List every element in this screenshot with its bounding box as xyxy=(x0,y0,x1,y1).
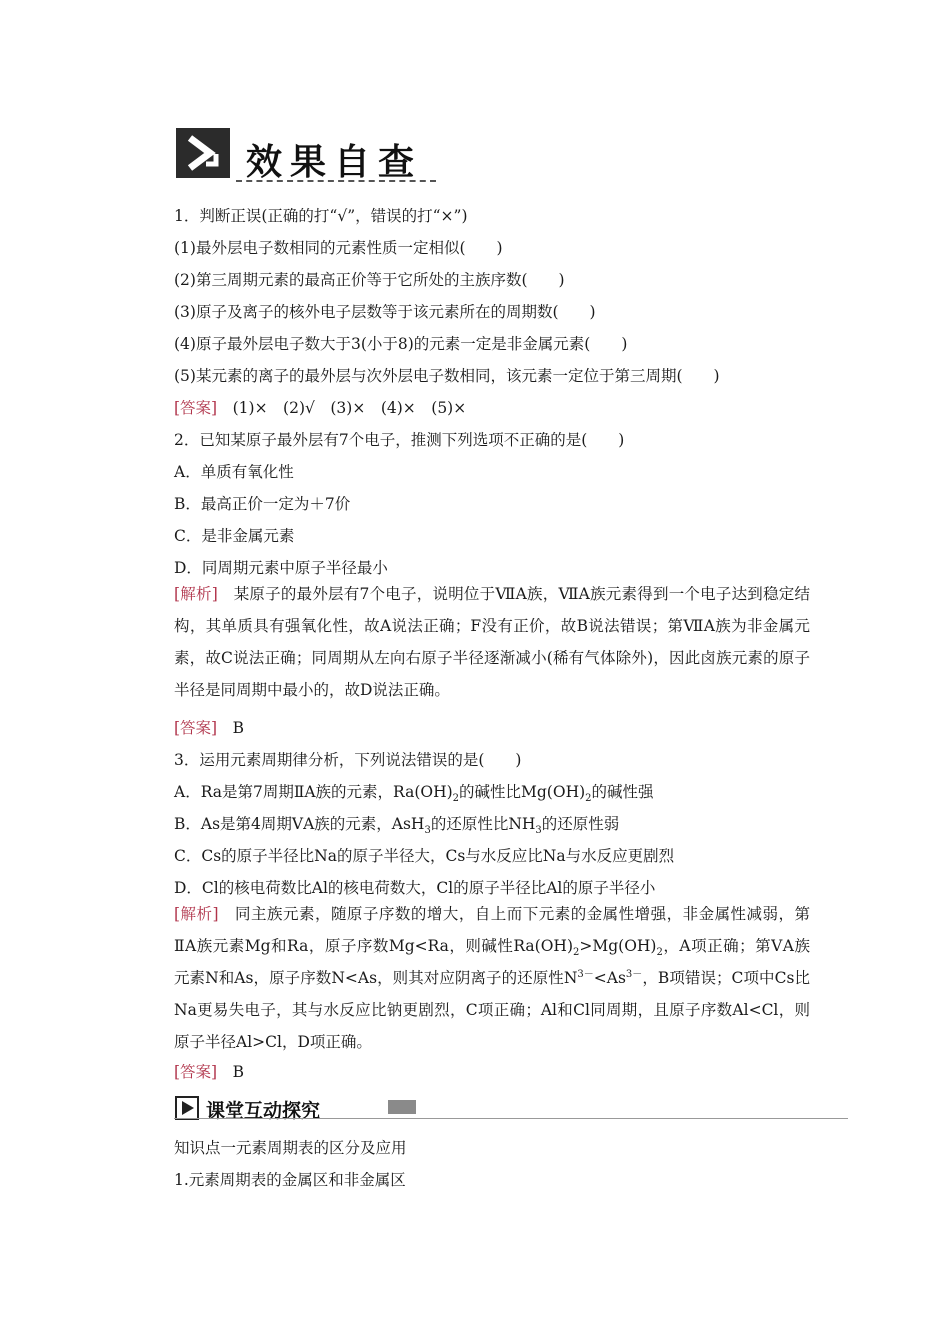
text-run: 的碱性比Mg(OH) xyxy=(459,783,586,801)
q1-answer xyxy=(174,398,466,418)
answer-text: B xyxy=(217,1063,244,1081)
subscript: 2 xyxy=(573,947,580,959)
q2-option-d: D．同周期元素中原子半径最小 xyxy=(174,559,388,577)
superscript: 3－ xyxy=(625,968,643,980)
section-banner xyxy=(176,128,438,186)
q2-stem: 2．已知某原子最外层有7个电子，推测下列选项不正确的是( ) xyxy=(174,431,625,449)
q2-analysis xyxy=(174,578,810,706)
answer-tag: [答案] xyxy=(174,399,218,417)
q1-item-4: (4)原子最外层电子数大于3(小于8)的元素一定是非金属元素( ) xyxy=(174,335,628,353)
text-run: A．Ra是第7周期ⅡA族的元素，Ra(OH) xyxy=(174,783,453,801)
q2-option-b: B．最高正价一定为＋7价 xyxy=(174,495,351,513)
text-run: 的碱性强 xyxy=(591,783,654,801)
analysis-text: 某原子的最外层有7个电子，说明位于ⅦA族，ⅦA族元素得到一个电子达到稳定结构，其单质具有强氧化性，故A说法正确；F没有正价，故B说法错误；第ⅦA族为非金属元素，故C说法正确；同周期从左向右原子半径逐渐减小(稀有气体除外)，因此卤族元素的原子半径是同周期中最小的，故D说法正确。 xyxy=(174,585,810,699)
text-run: 的还原性弱 xyxy=(541,815,620,833)
text-run: <As xyxy=(593,969,626,987)
q3-analysis xyxy=(174,898,810,1058)
q2-option-a: A．单质有氧化性 xyxy=(174,463,294,481)
q1-item-1: (1)最外层电子数相同的元素性质一定相似( ) xyxy=(174,239,503,257)
q3-stem: 3．运用元素周期律分析，下列说法错误的是( ) xyxy=(174,751,522,769)
q2-answer xyxy=(174,718,244,738)
section-rule xyxy=(174,1118,848,1119)
analysis-tag: [解析] xyxy=(174,905,219,923)
text-run: >Mg(OH) xyxy=(579,937,657,955)
text-run: 的还原性比NH xyxy=(430,815,536,833)
subscript: 2 xyxy=(452,793,460,805)
text-run: ，A项正确；第ⅤA族元素N和As，原子序数N<As，则其对应阴离子的还原性N xyxy=(174,937,810,987)
q3-option-a xyxy=(174,782,654,805)
answer-tag: [答案] xyxy=(174,1063,218,1081)
text-run: B．As是第4周期ⅤA族的元素，AsH xyxy=(174,815,425,833)
subscript: 3 xyxy=(424,825,431,837)
q1-item-2: (2)第三周期元素的最高正价等于它所处的主族序数( ) xyxy=(174,271,565,289)
topic-heading: 知识点一元素周期表的区分及应用 xyxy=(174,1139,407,1157)
text-run: 同主族元素，随原子序数的增大，自上而下元素的金属性增强，非金属性减弱，第ⅡA族元素Mg和Ra，原子序数Mg<Ra，则碱性Ra(OH) xyxy=(174,905,810,955)
banner-arrow-block xyxy=(176,128,230,178)
q1-item-3: (3)原子及离子的核外电子层数等于该元素所在的周期数( ) xyxy=(174,303,596,321)
subtopic-heading: 1.元素周期表的金属区和非金属区 xyxy=(174,1171,406,1189)
q2-option-c: C．是非金属元素 xyxy=(174,527,295,545)
banner-divider xyxy=(236,180,436,182)
subscript: 3 xyxy=(535,825,542,837)
answer-text: B xyxy=(217,719,244,737)
q1-item-5: (5)某元素的离子的最外层与次外层电子数相同，该元素一定位于第三周期( ) xyxy=(174,367,720,385)
subscript: 2 xyxy=(656,947,663,959)
section-title: 课堂互动探究 xyxy=(206,1100,321,1122)
section-header xyxy=(174,1094,848,1124)
section-title-bar xyxy=(388,1100,416,1114)
q3-option-c: C．Cs的原子半径比Na的原子半径大，Cs与水反应比Na与水反应更剧烈 xyxy=(174,847,675,865)
banner-title: 效果自查 xyxy=(246,142,423,183)
q3-option-b xyxy=(174,814,620,837)
chevron-right-icon xyxy=(176,128,230,178)
subscript: 2 xyxy=(585,793,592,805)
text-run: ，B项错误；C项中Cs比Na更易失电子，其与水反应比钠更剧烈，C项正确；Al和Cl同周期，且原子序数Al<Cl，则原子半径Al>Cl，D项正确。 xyxy=(174,969,810,1051)
q3-answer xyxy=(174,1062,244,1082)
answer-text: (1)× (2)√ (3)× (4)× (5)× xyxy=(217,399,467,417)
q3-option-d: D．Cl的核电荷数比Al的核电荷数大，Cl的原子半径比Al的原子半径小 xyxy=(174,879,656,897)
q1-stem: 1．判断正误(正确的打“√”，错误的打“×”) xyxy=(174,207,468,225)
superscript: 3－ xyxy=(577,968,594,980)
analysis-tag: [解析] xyxy=(174,585,218,603)
answer-tag: [答案] xyxy=(174,719,218,737)
